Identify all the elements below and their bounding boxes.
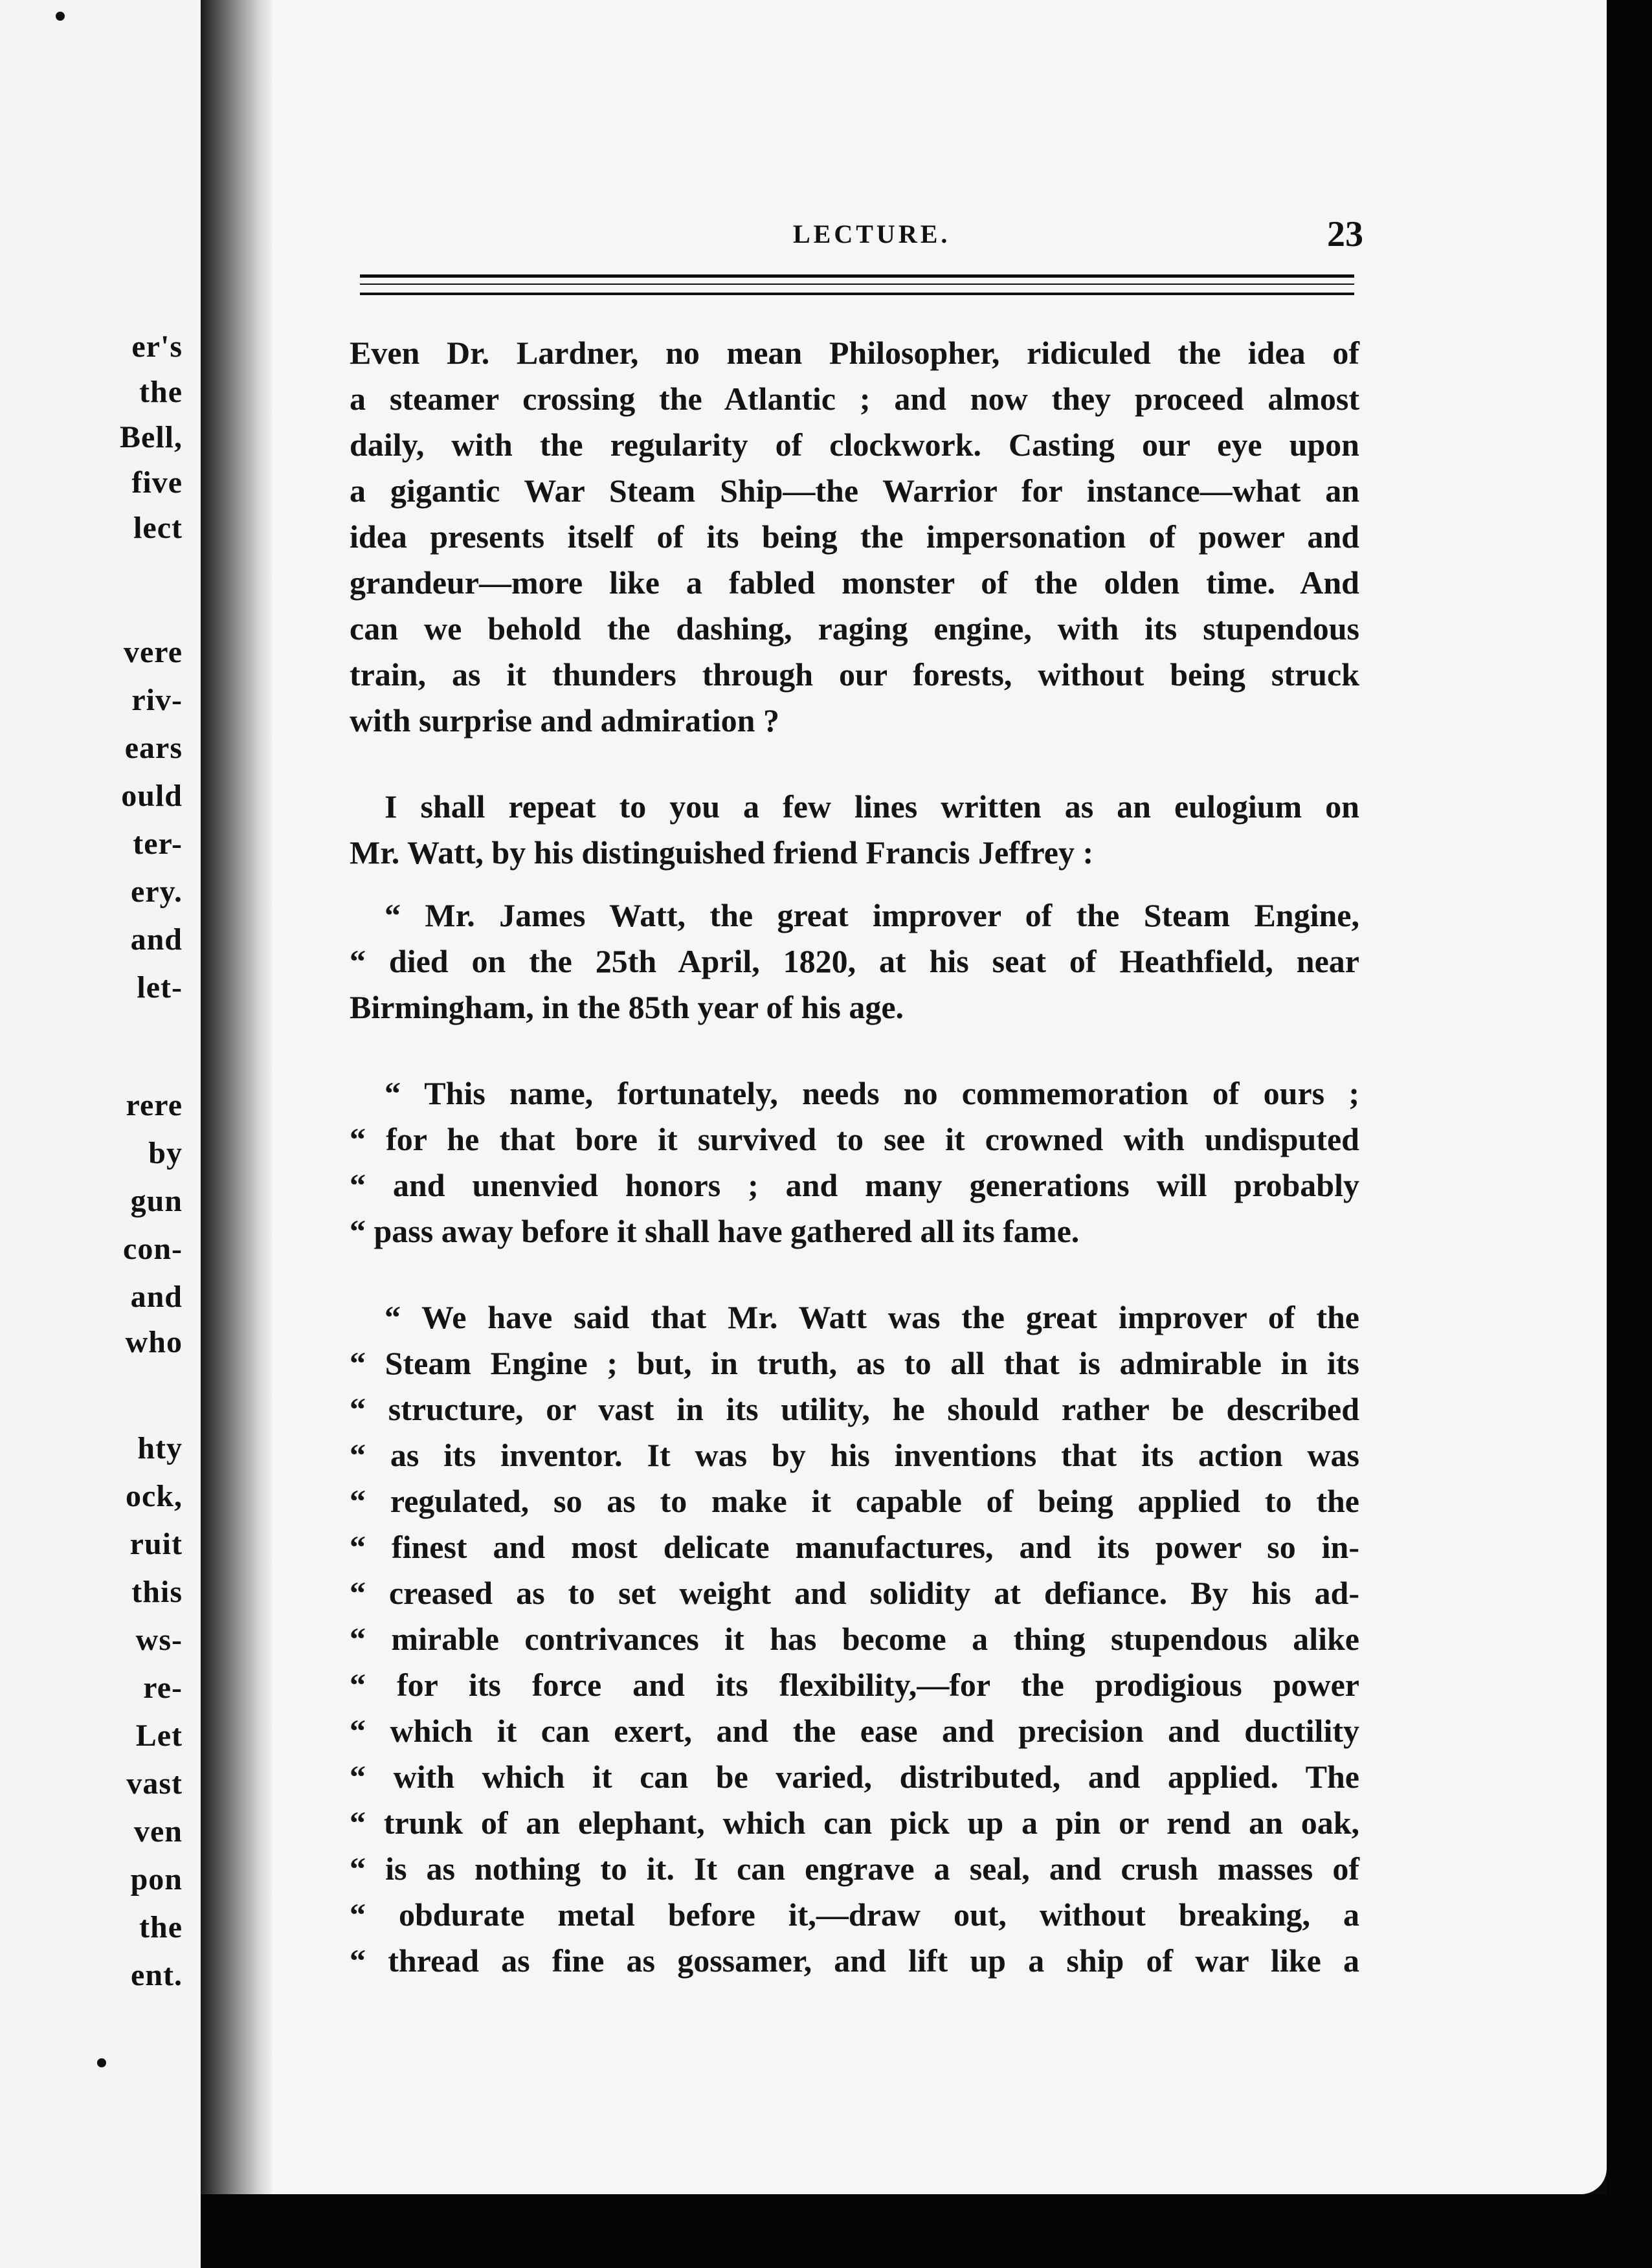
ink-dot [56, 12, 65, 21]
text-line: train, as it thunders through our forests, without being struck [350, 656, 1359, 693]
text-line: “ died on the 25th April, 1820, at his seat of Heathfield, near [350, 943, 1359, 979]
facing-line: Bell, [120, 420, 183, 454]
facing-line: hty [137, 1431, 183, 1465]
text-line: grandeur—more like a fabled monster of the olden time. And [350, 564, 1359, 601]
text-line: “ which it can exert, and the ease and precision and ductility [350, 1713, 1359, 1749]
page-edge [201, 2194, 1652, 2268]
facing-line: gun [130, 1184, 183, 1218]
text-line: “ for its force and its flexibility,—for the prodigious power [350, 1667, 1359, 1703]
facing-line: riv- [131, 683, 183, 717]
facing-line: lect [133, 511, 183, 545]
text-line: Mr. Watt, by his distinguished friend Francis Jeffrey : [350, 834, 1094, 871]
text-line: “ trunk of an elephant, which can pick up a pin or rend an oak, [350, 1805, 1359, 1841]
paragraph [350, 1295, 1359, 1984]
text-line: can we behold the dashing, raging engine, with its stupendous [350, 610, 1359, 647]
facing-line: five [131, 465, 183, 500]
book-gutter-shadow [201, 0, 272, 2268]
text-line: “ creased as to set weight and solidity at defiance. By his ad- [350, 1575, 1359, 1611]
text-line: “ Steam Engine ; but, in truth, as to all that is admirable in its [350, 1345, 1359, 1381]
text-line: idea presents itself of its being the impersonation of power and [350, 518, 1359, 555]
text-line: “ as its inventor. It was by his inventions that its action was [350, 1437, 1359, 1473]
facing-line: con- [123, 1232, 183, 1266]
text-line: “ finest and most delicate manufactures, and its power so in- [350, 1529, 1359, 1565]
facing-line: and [130, 922, 183, 957]
facing-line: ears [124, 731, 183, 765]
text-line: “ and unenvied honors ; and many generations will probably [350, 1167, 1359, 1203]
text-line: “ is as nothing to it. It can engrave a seal, and crush masses of [350, 1851, 1359, 1887]
facing-line: and [130, 1280, 183, 1314]
facing-line: the [139, 1910, 183, 1944]
facing-line: ery. [131, 874, 183, 909]
running-head: LECTURE. [793, 219, 951, 249]
text-line: “ for he that bore it survived to see it crowned with undisputed [350, 1121, 1359, 1157]
header-rule [360, 293, 1354, 295]
facing-line: the [139, 375, 183, 409]
text-line: a steamer crossing the Atlantic ; and now they proceed almost [350, 381, 1359, 417]
text-line: “ Mr. James Watt, the great improver of the Steam Engine, [385, 897, 1359, 933]
facing-line: ter- [133, 827, 183, 861]
text-line: “ structure, or vast in its utility, he should rather be described [350, 1391, 1359, 1427]
text-line: Birmingham, in the 85th year of his age. [350, 989, 904, 1025]
facing-line: by [148, 1136, 183, 1170]
text-line: Even Dr. Lardner, no mean Philosopher, ridiculed the idea of [350, 335, 1359, 371]
facing-line: who [125, 1325, 183, 1359]
body-text [350, 330, 1359, 1984]
text-line: “ obdurate metal before it,—draw out, without breaking, a [350, 1896, 1359, 1933]
text-line: I shall repeat to you a few lines written as an eulogium on [385, 788, 1359, 825]
page-edge [1607, 0, 1652, 2268]
text-line: daily, with the regularity of clockwork. Casting our eye upon [350, 427, 1359, 463]
facing-line: vast [126, 1766, 183, 1801]
facing-line: Let [135, 1718, 183, 1753]
facing-line: ock, [126, 1479, 183, 1513]
text-line: “ regulated, so as to make it capable of being applied to the [350, 1483, 1359, 1519]
header-rule [360, 274, 1354, 278]
paragraph [350, 784, 1359, 876]
page-number: 23 [1327, 214, 1363, 254]
facing-line: ould [121, 779, 183, 813]
paragraph [350, 1071, 1359, 1254]
text-line: with surprise and admiration ? [350, 702, 779, 739]
text-line: “ This name, fortunately, needs no commemoration of ours ; [385, 1075, 1359, 1111]
facing-line: re- [143, 1671, 183, 1705]
facing-line: er's [131, 329, 183, 364]
text-line: “ We have said that Mr. Watt was the great improver of the [385, 1299, 1359, 1335]
facing-line: ruit [129, 1527, 183, 1561]
facing-page [0, 0, 201, 2268]
facing-line: ven [134, 1814, 183, 1849]
facing-line: let- [137, 970, 183, 1005]
paragraph [350, 893, 1359, 1030]
header-rule [360, 284, 1354, 285]
text-line: “ thread as fine as gossamer, and lift up a ship of war like a [350, 1942, 1359, 1979]
facing-line: pon [130, 1862, 183, 1896]
facing-line: ws- [135, 1623, 183, 1657]
text-line: “ with which it can be varied, distributed, and applied. The [350, 1759, 1359, 1795]
facing-line: ent. [131, 1958, 183, 1992]
facing-line: this [131, 1575, 183, 1609]
facing-line: rere [126, 1088, 183, 1122]
paragraph [350, 330, 1359, 744]
text-line: a gigantic War Steam Ship—the Warrior for instance—what an [350, 472, 1359, 509]
text-line: “ mirable contrivances it has become a thing stupendous alike [350, 1621, 1359, 1657]
text-line: “ pass away before it shall have gathered all its fame. [350, 1213, 1080, 1249]
ink-dot [97, 2058, 106, 2067]
facing-line: vere [123, 635, 183, 669]
